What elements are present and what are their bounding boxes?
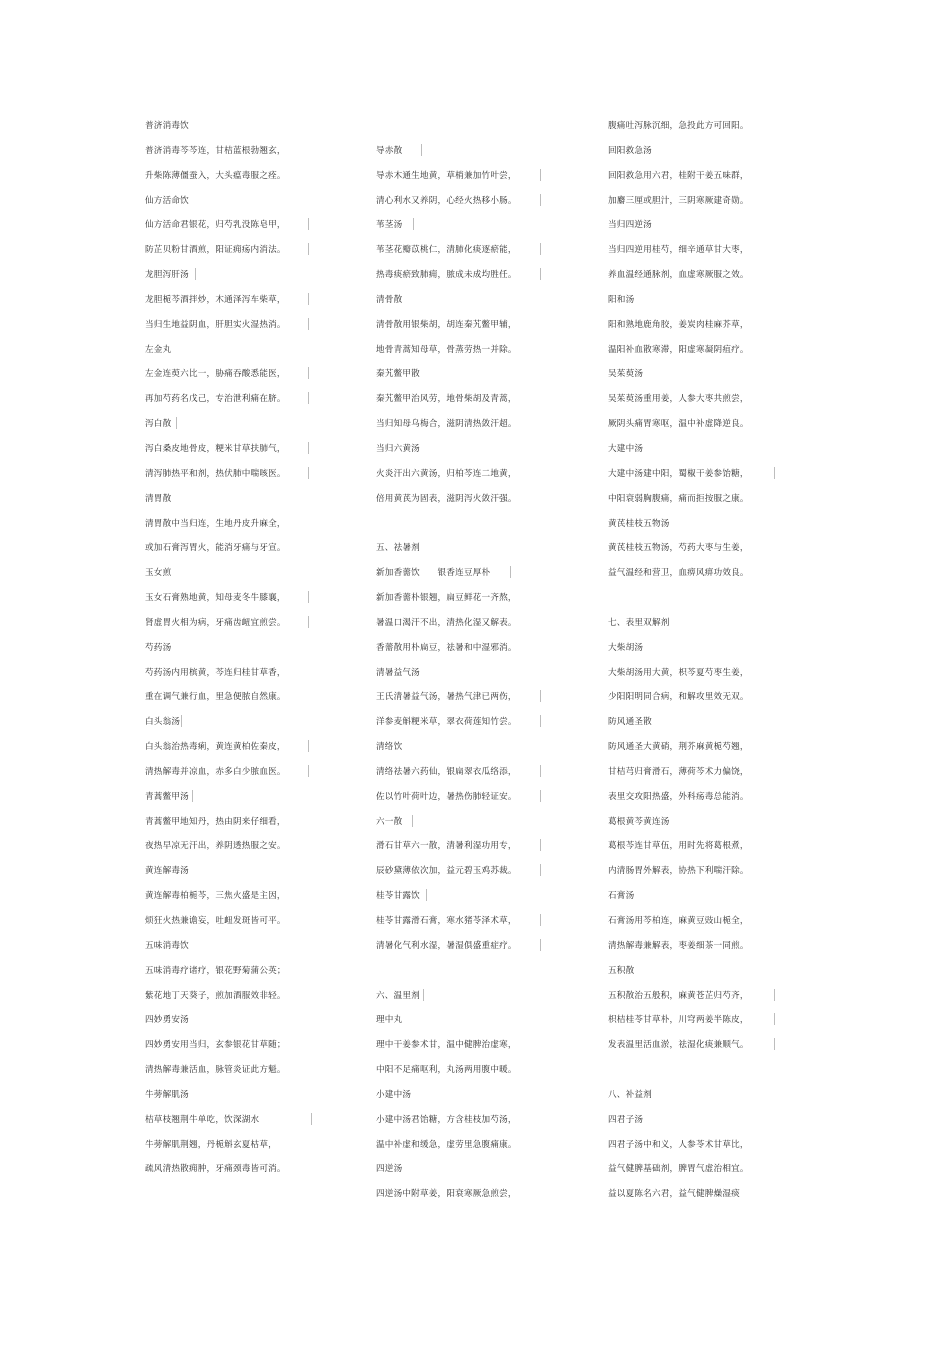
text-line-content: 清心利水又养阴，心经火热移小肠。 — [376, 195, 517, 206]
column-rule — [308, 218, 309, 230]
column-rule — [774, 1038, 775, 1050]
text-line: 大柴胡汤 — [608, 642, 644, 653]
column-rule — [308, 591, 309, 603]
text-line: 清骨散用银柴胡，胡连秦艽鳖甲辅， — [376, 319, 517, 330]
text-line: 四君子汤中和义，人参苓术甘草比， — [608, 1139, 749, 1150]
text-line — [376, 765, 576, 790]
text-line: 黄连解毒汤 — [145, 866, 189, 877]
text-line: 当归四逆用桂芍，细辛通草甘大枣， — [608, 245, 749, 256]
text-line — [145, 715, 345, 740]
text-line — [145, 467, 345, 492]
column-rule — [540, 194, 541, 206]
text-line-content: 清泻肺热平和剂，热伏肺中喘咳医。 — [145, 468, 286, 479]
text-line — [376, 169, 576, 194]
text-line: 普济消毒芩芩连，甘桔蓝根勃翘玄， — [145, 145, 286, 156]
text-line — [145, 1113, 345, 1138]
text-line-content: 桔草枝翘荆牛单吃，饮深湖水 — [145, 1114, 260, 1125]
text-line — [376, 790, 576, 815]
text-line: 吴茱萸汤 — [608, 369, 644, 380]
column-rule — [308, 467, 309, 479]
text-line — [145, 367, 345, 392]
text-line — [145, 740, 345, 765]
blank-line — [376, 964, 576, 989]
column-rule — [540, 268, 541, 280]
text-line — [145, 268, 345, 293]
text-line: 吴茱萸汤重用姜，人参大枣共煎尝， — [608, 394, 749, 405]
column-rule — [308, 616, 309, 628]
text-line-content: 辰砂黛薄依次加，益元碧玉鸡苏裁。 — [376, 866, 517, 877]
column-rule — [540, 243, 541, 255]
text-line: 理中干姜参术甘，温中健脾治虚寒， — [376, 1040, 517, 1051]
column-rule — [540, 690, 541, 702]
text-column-3 — [608, 119, 808, 1212]
text-line: 左金丸 — [145, 344, 172, 355]
text-line — [145, 616, 345, 641]
column-rule — [308, 765, 309, 777]
column-rule — [195, 268, 196, 280]
text-line-content: 泻白散 — [145, 419, 172, 430]
text-line: 普济消毒饮 — [145, 121, 189, 131]
blank-line — [376, 517, 576, 542]
text-line-content: 龙胆栀芩酒拌炒，木通泽泻车柴草， — [145, 294, 286, 305]
section-heading — [376, 989, 576, 1014]
text-line: 大柴胡汤用大黄，枳芩夏芍枣生姜， — [608, 667, 749, 678]
text-line: 香薷散用朴扁豆，祛暑和中湿邪消。 — [376, 642, 517, 653]
column-rule — [311, 1113, 312, 1125]
text-line: 芍药汤 — [145, 642, 172, 653]
text-line: 倍用黄芪为固表，滋阴泻火敛汗强。 — [376, 493, 517, 504]
text-line: 地骨青蒿知母草，骨蒸劳热一并除。 — [376, 344, 517, 355]
column-rule — [540, 790, 541, 802]
column-rule — [540, 864, 541, 876]
text-line: 四妙勇安汤 — [145, 1015, 189, 1026]
text-line — [145, 417, 345, 442]
text-line — [376, 864, 576, 889]
text-line: 理中丸 — [376, 1015, 403, 1026]
text-line: 夜热早凉无汗出，养阴透热服之安。 — [145, 841, 286, 852]
column-rule — [308, 367, 309, 379]
column-rule — [540, 715, 541, 727]
text-line: 防风通圣散 — [608, 717, 652, 728]
text-line-content: 再加芍药名戊己，专治泄利痛在脐。 — [145, 394, 286, 405]
column-rule — [540, 914, 541, 926]
column-rule — [308, 740, 309, 752]
text-line — [608, 989, 808, 1014]
text-line-content: 青蒿鳖甲汤 — [145, 791, 189, 802]
text-line: 四君子汤 — [608, 1114, 644, 1125]
text-line: 重在调气兼行血，里急便脓自然康。 — [145, 692, 286, 703]
text-line: 四逆汤中附草姜，阳衰寒厥急煎尝， — [376, 1189, 517, 1200]
text-line — [376, 194, 576, 219]
text-line: 少阳阳明同合病，和解攻里效无双。 — [608, 692, 749, 703]
text-line-content: 六、温里剂 — [376, 990, 420, 1001]
text-line: 回阳救急汤 — [608, 145, 652, 156]
text-line: 芍药汤内用槟黄，芩连归桂甘草香， — [145, 667, 286, 678]
text-line: 清暑益气汤 — [376, 667, 420, 678]
text-line — [608, 1013, 808, 1038]
text-line — [376, 119, 576, 144]
column-rule — [540, 839, 541, 851]
text-line: 秦艽鳖甲散 — [376, 369, 420, 380]
text-line: 火炎汗出六黄汤，归柏芩连二地黄， — [376, 468, 517, 479]
text-line — [376, 566, 576, 591]
text-line: 青蒿鳖甲地知丹，热由阴来仔细看， — [145, 816, 286, 827]
column-rule — [774, 989, 775, 1001]
text-line: 五味消毒饮 — [145, 940, 189, 951]
text-line: 小建中汤 — [376, 1089, 412, 1100]
text-line: 当归四逆汤 — [608, 220, 652, 231]
text-line: 暑温口渴汗不出，清热化湿又解表。 — [376, 617, 517, 628]
column-rule — [540, 169, 541, 181]
text-line-content: 导赤散 — [376, 145, 403, 156]
text-line-content: 枳桔桂苓甘草朴，川穹两姜半陈皮， — [608, 1015, 749, 1026]
column-rule — [308, 243, 309, 255]
text-line: 当归知母乌梅合，滋阴清热敛汗超。 — [376, 419, 517, 430]
column-rule — [176, 417, 177, 429]
text-line-content: 白头翁治热毒痢，黄连黄柏佐秦皮， — [145, 742, 286, 753]
text-line-content: 佐以竹叶荷叶边，暑热伤肺轻证安。 — [376, 791, 517, 802]
column-rule — [192, 790, 193, 802]
text-line — [608, 1038, 808, 1063]
text-line — [376, 218, 576, 243]
column-rule — [426, 889, 427, 901]
text-line-content: 王氏清暑益气汤，暑热气津已两伤， — [376, 692, 517, 703]
text-line — [376, 939, 576, 964]
text-line: 黄芪桂枝五物汤，芍药大枣与生姜， — [608, 543, 749, 554]
text-line-content: 防芷贝粉甘酒煎，阳证痈疡内消法。 — [145, 245, 286, 256]
text-line-content: 导赤木通生地黄，草梢兼加竹叶尝， — [376, 170, 517, 181]
text-line-content: 滑石甘草六一散，清暑利湿功用专， — [376, 841, 517, 852]
text-line — [145, 442, 345, 467]
text-line: 葛根芩连甘草伍，用时先将葛根煮， — [608, 841, 749, 852]
text-line — [376, 839, 576, 864]
text-line: 内清肠胃外解表，协热下利喘汗除。 — [608, 866, 749, 877]
column-rule — [413, 218, 414, 230]
text-line: 回阳救急用六君，桂附干姜五味群， — [608, 170, 749, 181]
text-line — [145, 293, 345, 318]
text-line: 新加香薷朴银翘，扁豆鲜花一齐熬， — [376, 593, 517, 604]
text-line-content: 苇茎汤 — [376, 220, 403, 231]
text-line-content: 新加香薷饮 银香连豆厚朴 — [376, 568, 491, 579]
column-rule — [308, 318, 309, 330]
text-line: 牛蒡解肌汤 — [145, 1089, 189, 1100]
text-line: 五味消毒疗诸疗，银花野菊蒲公英； — [145, 965, 286, 976]
text-line-content: 苇茎花瓣苡桃仁，清肺化痰逐瘀能， — [376, 245, 517, 256]
text-line — [376, 243, 576, 268]
text-line: 养血温经通脉剂，血虚寒厥服之效。 — [608, 270, 749, 281]
text-line: 当归六黄汤 — [376, 443, 420, 454]
column-rule — [181, 715, 182, 727]
text-line-content: 泻白桑皮地骨皮，粳米甘草扶肺气， — [145, 443, 286, 454]
blank-line — [608, 591, 808, 616]
text-line-content: 五积散治五般积，麻黄苍芷归芍齐， — [608, 990, 749, 1001]
text-line-content: 左金连萸六比一，胁痛吞酸悉能医， — [145, 369, 286, 380]
text-line — [145, 790, 345, 815]
text-line — [145, 218, 345, 243]
text-line — [145, 765, 345, 790]
text-line — [145, 318, 345, 343]
column-rule — [540, 939, 541, 951]
column-rule — [774, 467, 775, 479]
text-line: 温阳补血散寒滞，阳虚寒凝阴疽疗。 — [608, 344, 749, 355]
text-line — [376, 690, 576, 715]
text-line: 四逆汤 — [376, 1164, 403, 1175]
section-heading: 八、补益剂 — [608, 1089, 652, 1100]
text-line: 益气健脾基础剂，脾胃气虚治相宜。 — [608, 1164, 749, 1175]
text-line-content: 清热解毒并凉血，赤多白少脓血医。 — [145, 766, 286, 777]
text-line: 玉女煎 — [145, 568, 172, 579]
text-line: 大建中汤 — [608, 443, 644, 454]
text-line — [376, 144, 576, 169]
text-line: 石膏汤 — [608, 891, 635, 902]
text-line: 腹痛吐泻脉沉细，急投此方可回阳。 — [608, 121, 749, 131]
text-line: 升柴陈薄僵蚕入，大头瘟毒服之痊。 — [145, 170, 286, 181]
text-line: 阳和汤 — [608, 294, 635, 305]
text-line — [376, 268, 576, 293]
text-line-content: 洋参麦斛粳米草，翠衣荷莲知竹尝。 — [376, 717, 517, 728]
text-line: 温中补虚和缓急，虚劳里急腹痛康。 — [376, 1139, 517, 1150]
text-line: 牛蒡解肌荆翘，丹栀斛玄夏枯草， — [145, 1139, 277, 1150]
text-line: 中阳不足痛呕利，丸汤两用腹中暖。 — [376, 1065, 517, 1076]
text-column-1 — [145, 119, 345, 1187]
section-heading: 七、表里双解剂 — [608, 617, 670, 628]
text-line: 清胃散中当归连，生地丹皮升麻全， — [145, 518, 286, 529]
blank-line — [608, 1063, 808, 1088]
text-line: 益以夏陈名六君，益气健脾燥湿痰 — [608, 1189, 740, 1200]
column-rule — [774, 1013, 775, 1025]
text-line-content: 桂苓甘露滑石膏，寒水猪苓泽术草， — [376, 916, 517, 926]
column-rule — [308, 293, 309, 305]
text-line-content: 肾虚胃火相为病，牙痛齿衄宜煎尝。 — [145, 617, 286, 628]
text-line: 甘桔芎归膏滑石，薄荷芩术力偏饶， — [608, 766, 749, 777]
column-rule — [510, 566, 511, 578]
text-line: 清骨散 — [376, 294, 403, 305]
text-line-content: 大建中汤建中阳，蜀椒干姜参饴糖， — [608, 468, 749, 479]
text-line: 清络饮 — [376, 742, 403, 753]
text-line: 仙方活命饮 — [145, 195, 189, 206]
text-line — [608, 467, 808, 492]
text-line: 阳和熟地鹿角胶，姜炭肉桂麻芥草， — [608, 319, 749, 330]
text-line: 清热解毒兼解表，枣姜细茶一同煎。 — [608, 940, 749, 951]
text-line — [376, 914, 576, 939]
text-line: 石膏汤用芩柏连，麻黄豆豉山栀全， — [608, 916, 749, 926]
text-line: 清热解毒兼活血，脉管炎证此方魁。 — [145, 1065, 286, 1076]
text-line — [376, 815, 576, 840]
text-line-content: 清络祛暑六药仙，银扁翠衣瓜络添， — [376, 766, 517, 777]
text-line-content: 白头翁汤 — [145, 717, 181, 728]
text-line — [145, 392, 345, 417]
text-column-2 — [376, 119, 576, 1212]
text-line-content: 玉女石膏熟地黄，知母麦冬牛膝襄， — [145, 593, 286, 604]
text-line: 小建中汤君饴糖，方含桂枝加芍汤， — [376, 1114, 517, 1125]
text-line-content: 当归生地益阴血，肝胆实火湿热消。 — [145, 319, 286, 330]
text-line: 疏风清热散痈肿，牙痛颈毒皆可消。 — [145, 1164, 286, 1175]
text-line-content: 龙胆泻肝汤 — [145, 270, 189, 281]
text-line-content: 清暑化气利水湿，暑湿俱盛重症疗。 — [376, 940, 517, 951]
text-line-content: 热毒痰瘀致肺痈，脓成未成均胜任。 — [376, 270, 517, 281]
text-line: 益气温经和营卫，血痹风痹功效良。 — [608, 568, 749, 579]
text-line: 烦狂火热兼谵妄，吐衄发斑皆可平。 — [145, 916, 286, 926]
text-line: 加麝三厘或胆汁，三阴寒厥建奇勋。 — [608, 195, 749, 206]
column-rule — [540, 765, 541, 777]
text-line: 葛根黄芩黄连汤 — [608, 816, 670, 827]
text-line: 或加石膏泻胃火，能消牙痛与牙宣。 — [145, 543, 286, 554]
text-line-content: 桂苓甘露饮 — [376, 891, 420, 902]
text-line-content: 六一散 — [376, 816, 403, 827]
text-line — [145, 243, 345, 268]
text-line — [376, 715, 576, 740]
text-line: 黄连解毒柏栀芩，三焦火盛是主因， — [145, 891, 286, 902]
text-line: 厥阴头痛胃寒呕，温中补虚降逆良。 — [608, 419, 749, 430]
text-line: 防风通圣大黄硝，荆芥麻黄栀芍翘， — [608, 742, 749, 753]
column-rule — [308, 442, 309, 454]
text-line — [376, 889, 576, 914]
text-line: 清胃散 — [145, 493, 172, 504]
text-line-content: 仙方活命君银花，归芍乳没陈皂甲， — [145, 220, 286, 231]
column-rule — [421, 144, 422, 156]
text-line: 五积散 — [608, 965, 635, 976]
text-line: 表里交攻阳热盛，外科疡毒总能消。 — [608, 791, 749, 802]
text-line: 黄芪桂枝五物汤 — [608, 518, 670, 529]
text-line-content: 发表温里活血淤，祛湿化痰兼顺气。 — [608, 1040, 749, 1051]
column-rule — [412, 815, 413, 827]
column-rule — [423, 989, 424, 1001]
text-line: 四妙勇安用当归，玄参银花甘草随； — [145, 1040, 286, 1051]
text-line — [145, 591, 345, 616]
text-line: 紫花地丁天葵子，煎加酒服效非轻。 — [145, 990, 286, 1001]
column-rule — [308, 392, 309, 404]
text-line: 中阳衰弱胸腹痛，痛而拒按服之康。 — [608, 493, 749, 504]
section-heading: 五、祛暑剂 — [376, 543, 420, 554]
text-line: 秦艽鳖甲治风劳，地骨柴胡及青蒿， — [376, 394, 517, 405]
